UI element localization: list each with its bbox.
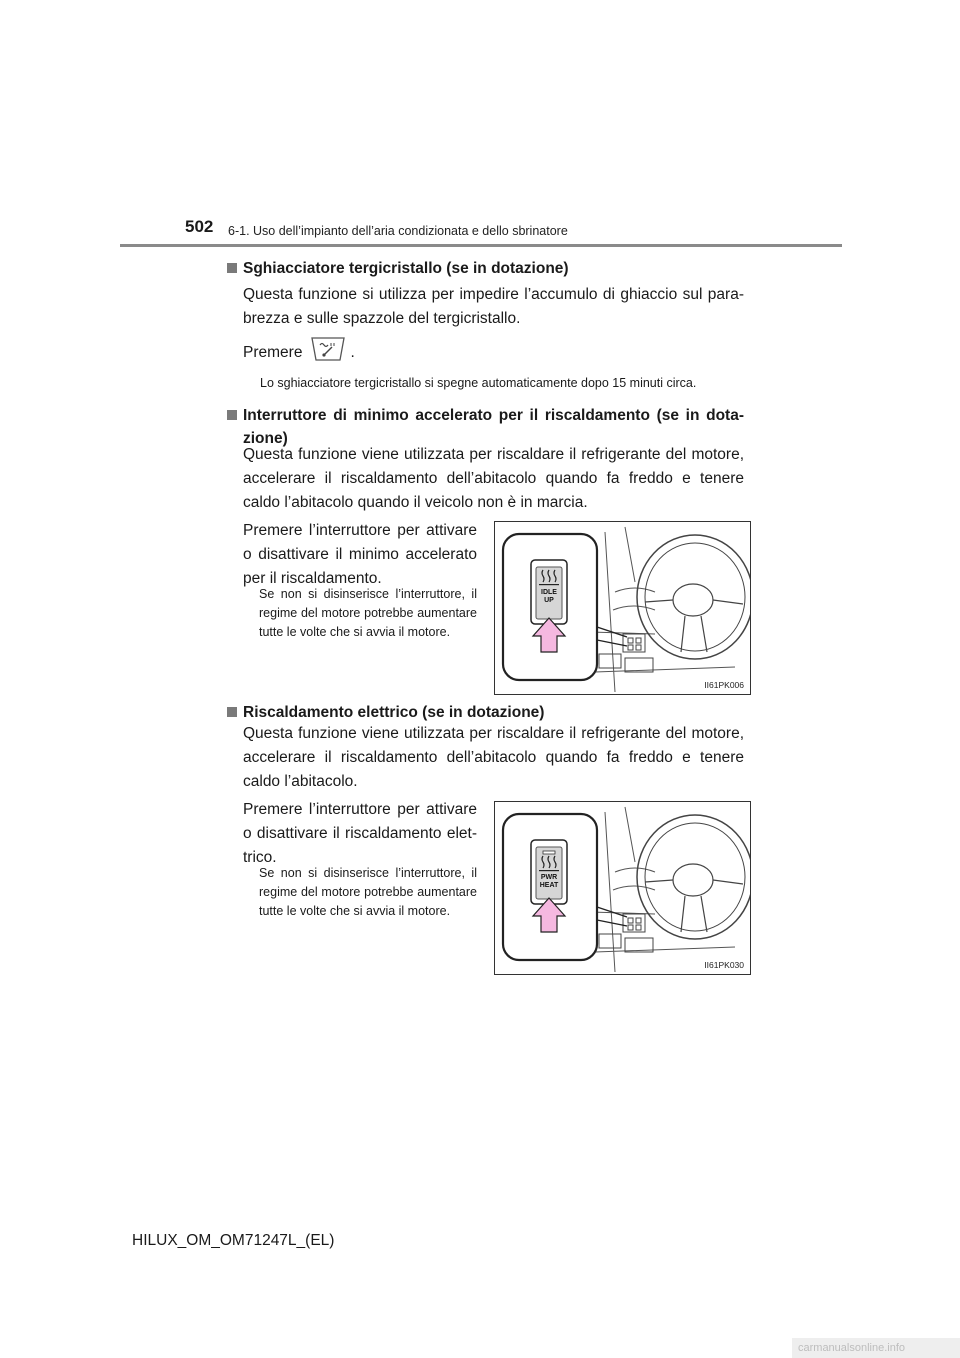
wiper-deicer-icon [310, 335, 346, 371]
button-label-line2: UP [544, 597, 554, 604]
figure-idle-up-switch [494, 521, 751, 695]
button-label-line2: HEAT [539, 882, 559, 889]
press-end: . [350, 344, 355, 361]
heading-text: Interruttore di minimo accelerato per il riscaldamento (se in dota-zione) [243, 407, 744, 447]
section-heading-wiper-deicer [243, 257, 743, 280]
section-title: 6-1. Uso dell’impianto dell’aria condizionata e dello sbrinatore [228, 224, 568, 238]
section-note: Se non si disinserisce l’interruttore, il regime del motore potrebbe aumentare tutte le volte che si avvia il motore. [259, 587, 477, 639]
section-note: Se non si disinserisce l’interruttore, il regime del motore potrebbe aumentare tutte le volte che si avvia il motore. [259, 866, 477, 918]
header-divider [120, 244, 842, 247]
bullet-square-icon [227, 707, 237, 717]
section-body: Questa funzione si utilizza per impedire l’accumulo di ghiaccio sul para-brezza e sulle spazzole del tergicristallo. [243, 286, 744, 327]
section-body: Questa funzione viene utilizzata per riscaldare il refrigerante del motore, accelerare il riscaldamento dell’abitacolo quando fa freddo e tenere caldo l’abitacolo. [243, 725, 744, 790]
bullet-square-icon [227, 410, 237, 420]
watermark: carmanualsonline.info [792, 1338, 960, 1358]
heading-text: Sghiacciatore tergicristallo (se in dotazione) [243, 260, 569, 277]
section-body: Questa funzione viene utilizzata per riscaldare il refrigerante del motore, accelerare il riscaldamento dell’abitacolo quando fa freddo e tenere caldo l’abitacolo quando il veicolo non è in marcia. [243, 446, 744, 511]
figure-power-heat-switch [494, 801, 751, 975]
figure-code: II61PK006 [704, 680, 744, 690]
section-heading-electric-heater [243, 701, 744, 724]
dashboard-illustration [495, 802, 750, 974]
footer-model-code: HILUX_OM_OM71247L_(EL) [132, 1232, 335, 1249]
figure-code: II61PK030 [704, 960, 744, 970]
button-label-line1: PWR [540, 874, 558, 881]
button-label-line1: IDLE [541, 589, 557, 596]
press-instruction [243, 340, 443, 366]
press-text: Premere [243, 344, 303, 361]
dashboard-illustration [495, 522, 750, 694]
page-number: 502 [185, 217, 214, 236]
bullet-square-icon [227, 263, 237, 273]
section-instruction: Premere l’interruttore per attivare o disattivare il minimo accelerato per il riscaldamento. [243, 522, 477, 587]
section-note: Lo sghiacciatore tergicristallo si spegne automaticamente dopo 15 minuti circa. [260, 376, 697, 390]
heading-text: Riscaldamento elettrico (se in dotazione) [243, 704, 545, 721]
section-instruction: Premere l’interruttore per attivare o disattivare il riscaldamento elet-trico. [243, 801, 477, 866]
